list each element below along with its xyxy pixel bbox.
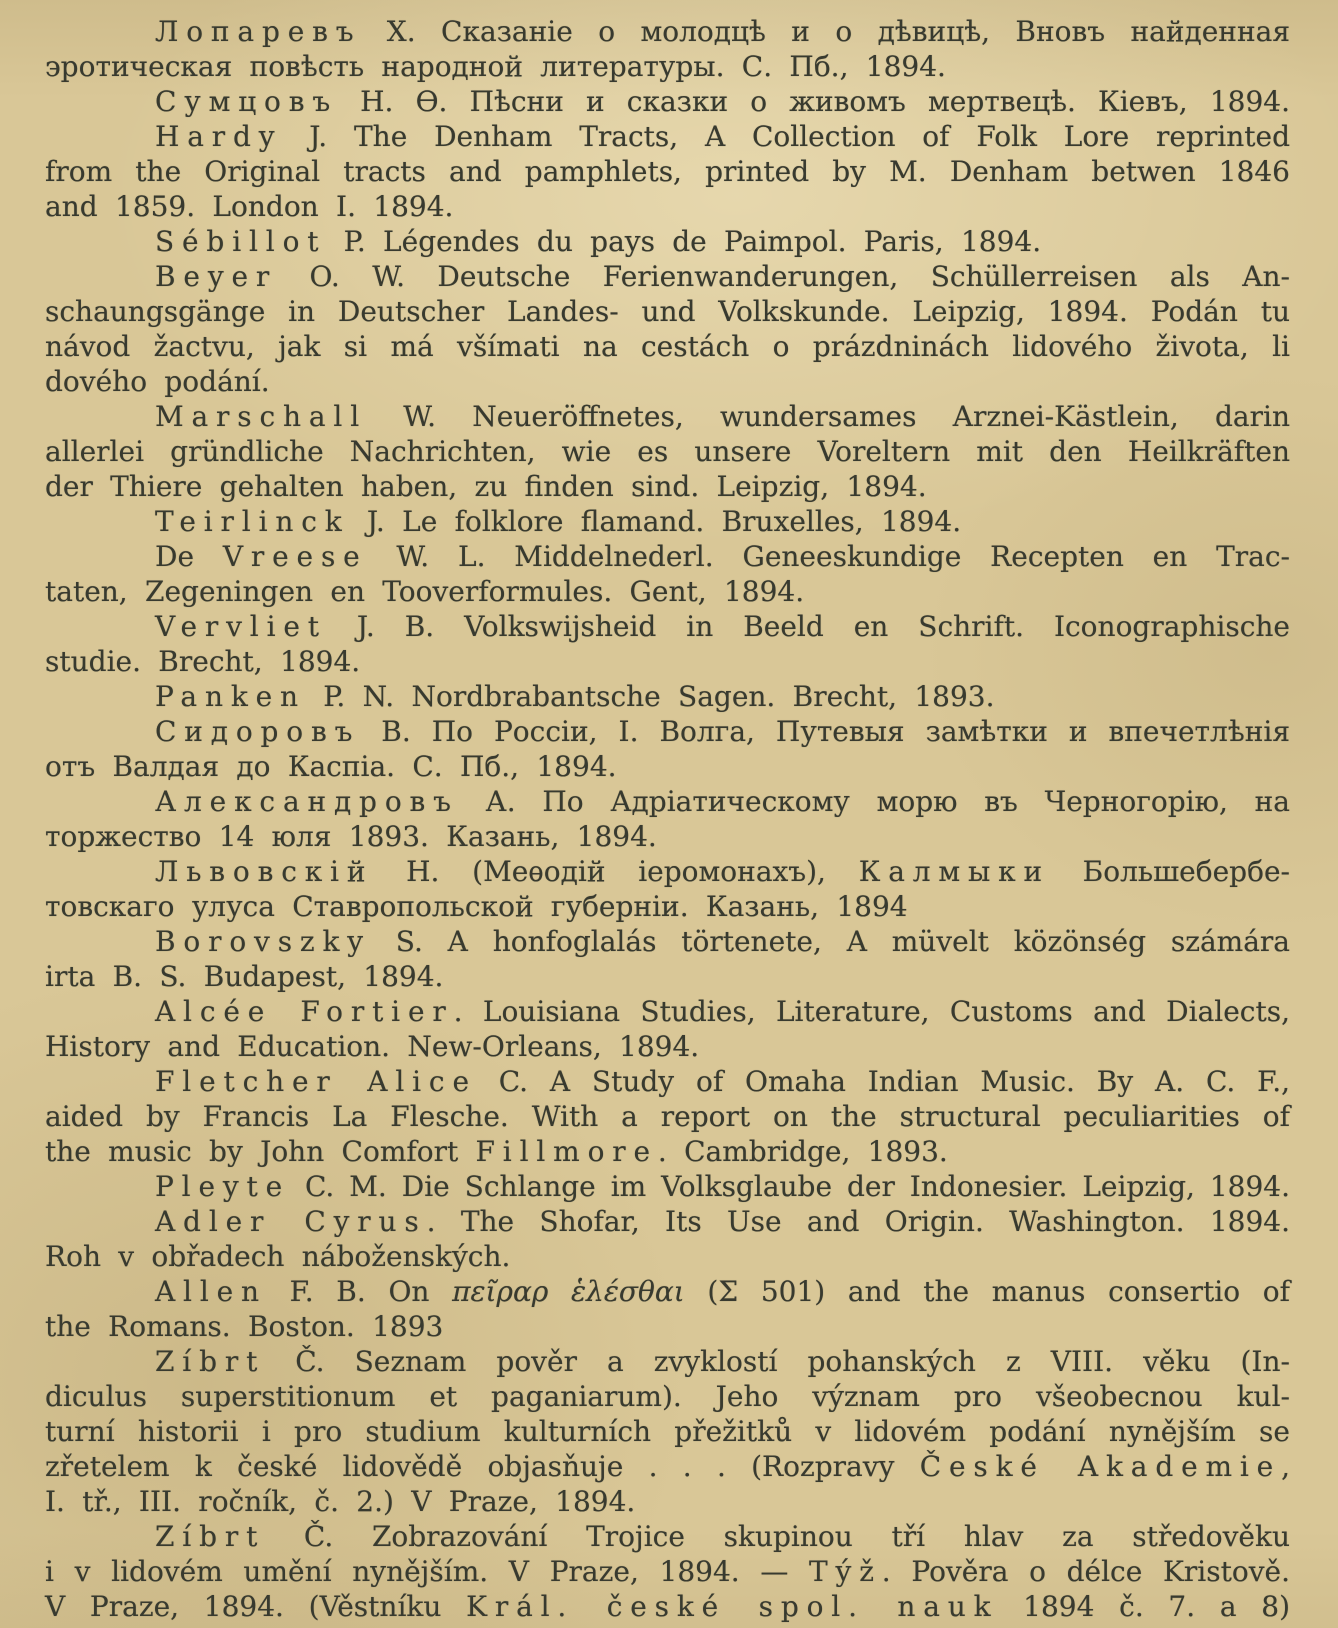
text-line (45, 749, 1290, 784)
entry-text: товскаго улуса Ставропольской губерніи. Казань, 1894 (45, 890, 908, 923)
author-name: Alcée Fortier (155, 995, 454, 1028)
entry-text: V Praze, 1894. (Věstníku (45, 1590, 467, 1623)
entry-text: zřetelem k české lidovědě objasňuje . . . (Rozpravy (45, 1450, 920, 1483)
author-name: Teirlinck (155, 505, 350, 538)
text-line (45, 189, 1290, 224)
bibliography-entry (45, 259, 1290, 399)
entry-text: Č. Zobrazování Trojice skupinou tří hlav za středověku (265, 1520, 1290, 1553)
entry-text: Х. Сказаніе о молодцѣ и о дѣвицѣ, Вновъ найденная (361, 15, 1290, 48)
entry-text: . The Shofar, Its Use and Origin. Washington. 1894. (426, 1205, 1291, 1238)
text-line (45, 434, 1290, 469)
text-line (45, 224, 1290, 259)
entry-text: the Romans. Boston. 1893 (45, 1310, 444, 1343)
bibliography-entry (45, 679, 1290, 714)
author-name: Sébillot (155, 225, 327, 258)
entry-text: . Pověra o délce Kristově. (881, 1555, 1290, 1588)
bibliography-entry (45, 1344, 1290, 1519)
entry-text: S. A honfoglalás törtenete, A müvelt közönség számára (370, 925, 1290, 958)
author-name: Сидоровъ (155, 715, 361, 748)
entry-text: эротическая повѣсть народной литературы. С. Пб., 1894. (45, 50, 946, 83)
text-line (45, 14, 1290, 49)
author-name: Hardy (155, 120, 283, 153)
text-line (45, 1204, 1290, 1239)
bibliography-entry (45, 784, 1290, 854)
text-line (45, 574, 1290, 609)
entry-text: taten, Zegeningen en Tooverformules. Gent, 1894. (45, 575, 805, 608)
text-line (45, 84, 1290, 119)
author-name: Pleyte (155, 1170, 291, 1203)
author-name: Львовскій (155, 855, 374, 888)
entry-text: . Cambridge, 1893. (657, 1135, 948, 1168)
bibliography-entry (45, 924, 1290, 994)
bibliography-entry (45, 399, 1290, 504)
bibliography-entry (45, 1519, 1290, 1624)
entry-text: F. B. On (266, 1275, 453, 1308)
text-line (45, 119, 1290, 154)
entry-text: W. L. Middelnederl. Geneeskundige Recepten en Trac- (367, 540, 1290, 573)
text-line (45, 889, 1290, 924)
entry-text: O. W. Deutsche Ferienwanderungen, Schüllerreisen als An- (277, 260, 1290, 293)
author-name: Лопаревъ (155, 15, 362, 48)
text-line (45, 1379, 1290, 1414)
author-name: Týž (809, 1555, 882, 1588)
entry-text: Н. Ѳ. Пѣсни и сказки о живомъ мертвецѣ. Кіевъ, 1894. (338, 85, 1290, 118)
bibliography-entry (45, 539, 1290, 609)
author-name: Allen (155, 1275, 267, 1308)
text-line (45, 714, 1290, 749)
bibliography-entry (45, 854, 1290, 924)
entry-text: History and Education. New-Orleans, 1894. (45, 1030, 700, 1063)
author-name: Panken (155, 680, 306, 713)
greek-phrase: πεῖραρ ἑλέσθαι (452, 1275, 685, 1308)
page-text (45, 14, 1290, 1624)
bibliography-entry (45, 714, 1290, 784)
text-line (45, 854, 1290, 889)
text-line (45, 784, 1290, 819)
entry-text: návod žactvu, jak si má všímati na cestách o prázdninách lidového života, li (45, 330, 1290, 363)
bibliography-entry (45, 119, 1290, 224)
entry-text: irta B. S. Budapest, 1894. (45, 960, 444, 993)
entry-text: turní historii i pro studium kulturních přežitků v lidovém podání nynějším se (45, 1415, 1290, 1448)
entry-text: Н. (Меѳодій іеромонахъ), (373, 855, 859, 888)
text-line (45, 1484, 1290, 1519)
bibliography-entry (45, 224, 1290, 259)
text-line (45, 609, 1290, 644)
text-line (45, 1309, 1290, 1344)
author-name: Beyer (155, 260, 278, 293)
entry-text: J. The Denham Tracts, A Collection of Folk Lore reprinted (282, 120, 1290, 153)
entry-text: C. M. Die Schlange im Volksglaube der Indonesier. Leipzig, 1894. (290, 1170, 1290, 1203)
entry-text: Большебербе- (1049, 855, 1290, 888)
text-line (45, 504, 1290, 539)
entry-text: торжество 14 юля 1893. Казань, 1894. (45, 820, 657, 853)
text-line (45, 1134, 1290, 1169)
text-line (45, 539, 1290, 574)
entry-text: В. По Россіи, І. Волга, Путевыя замѣтки и впечетлѣнія (360, 715, 1290, 748)
entry-text: De (155, 540, 223, 573)
text-line (45, 1099, 1290, 1134)
text-line (45, 259, 1290, 294)
entry-text: studie. Brecht, 1894. (45, 645, 361, 678)
text-line (45, 469, 1290, 504)
bibliography-entry (45, 609, 1290, 679)
author-name: Калмыки (858, 855, 1050, 888)
author-name: Zíbrt (155, 1345, 266, 1378)
text-line (45, 1064, 1290, 1099)
text-line (45, 49, 1290, 84)
entry-text: allerlei gründliche Nachrichten, wie es unsere Voreltern mit den Heilkräften (45, 435, 1290, 468)
text-line (45, 399, 1290, 434)
bibliography-entry (45, 1204, 1290, 1274)
text-line (45, 924, 1290, 959)
text-line (45, 1519, 1290, 1554)
entry-text: schaungsgänge in Deutscher Landes- und Volkskunde. Leipzig, 1894. Podán tu (45, 295, 1290, 328)
author-name: Vreese (222, 540, 368, 573)
text-line (45, 1239, 1290, 1274)
bibliography-entry (45, 994, 1290, 1064)
bibliography-entry (45, 1169, 1290, 1204)
text-line (45, 1554, 1290, 1589)
text-line (45, 1029, 1290, 1064)
entry-text: i v lidovém umění nynějším. V Praze, 1894. — (45, 1555, 810, 1588)
author-name: Adler Cyrus (155, 1205, 427, 1238)
text-line (45, 294, 1290, 329)
entry-text: the music by John Comfort (45, 1135, 476, 1168)
entry-text: P. Légendes du pays de Paimpol. Paris, 1894. (326, 225, 1042, 258)
author-name: Zíbrt (155, 1520, 266, 1553)
entry-text: J. Le folklore flamand. Bruxelles, 1894. (349, 505, 962, 538)
text-line (45, 1449, 1290, 1484)
author-name: Marschall (155, 400, 367, 433)
text-line (45, 1414, 1290, 1449)
entry-text: 1894 č. 7. a 8) (998, 1590, 1290, 1623)
text-line (45, 1589, 1290, 1624)
text-line (45, 959, 1290, 994)
author-name: Сумцовъ (155, 85, 338, 118)
entry-text: (Σ 501) and the manus consertio of (684, 1275, 1290, 1308)
author-name: Král. české spol. nauk (466, 1590, 999, 1623)
bibliography-entry (45, 504, 1290, 539)
text-line (45, 329, 1290, 364)
entry-text: from the Original tracts and pamphlets, printed by M. Denham betwen 1846 (45, 155, 1290, 188)
bibliography-entry (45, 1274, 1290, 1344)
text-line (45, 679, 1290, 714)
entry-text: отъ Валдая до Каспіа. С. Пб., 1894. (45, 750, 617, 783)
entry-text: C. A Study of Omaha Indian Music. By A. C. F., (476, 1065, 1290, 1098)
entry-text: А. По Адріатическому морю въ Черногорію, на (458, 785, 1290, 818)
bibliography-entry (45, 1064, 1290, 1169)
entry-text: aided by Francis La Flesche. With a report on the structural peculiarities of (45, 1100, 1290, 1133)
author-name: České Akademie (919, 1450, 1282, 1483)
author-name: Александровъ (155, 785, 459, 818)
text-line (45, 364, 1290, 399)
text-line (45, 1274, 1290, 1309)
entry-text: dového podání. (45, 365, 270, 398)
text-line (45, 1169, 1290, 1204)
entry-text: Roh v obřadech náboženských. (45, 1240, 511, 1273)
entry-text: Č. Seznam pověr a zvyklostí pohanských z VIII. věku (In- (265, 1345, 1290, 1378)
author-name: Fillmore (475, 1135, 658, 1168)
bibliography-entry (45, 14, 1290, 84)
author-name: Borovszky (155, 925, 371, 958)
entry-text: , (1281, 1450, 1290, 1483)
author-name: Vervliet (155, 610, 327, 643)
text-line (45, 994, 1290, 1029)
entry-text: diculus superstitionum et paganiarum). Jeho význam pro všeobecnou kul- (45, 1380, 1290, 1413)
entry-text: J. B. Volkswijsheid in Beeld en Schrift. Iconographische (326, 610, 1290, 643)
entry-text: P. N. Nordbrabantsche Sagen. Brecht, 1893. (305, 680, 995, 713)
bibliography-entry (45, 84, 1290, 119)
text-line (45, 1344, 1290, 1379)
entry-text: and 1859. London I. 1894. (45, 190, 454, 223)
author-name: Fletcher Alice (155, 1065, 477, 1098)
text-line (45, 154, 1290, 189)
entry-text: . Louisiana Studies, Literature, Customs and Dialects, (453, 995, 1290, 1028)
text-line (45, 644, 1290, 679)
text-line (45, 819, 1290, 854)
entry-text: W. Neueröffnetes, wundersames Arznei-Kästlein, darin (367, 400, 1290, 433)
entry-text: I. tř., III. ročník, č. 2.) V Praze, 1894. (45, 1485, 636, 1518)
entry-text: der Thiere gehalten haben, zu finden sind. Leipzig, 1894. (45, 470, 927, 503)
